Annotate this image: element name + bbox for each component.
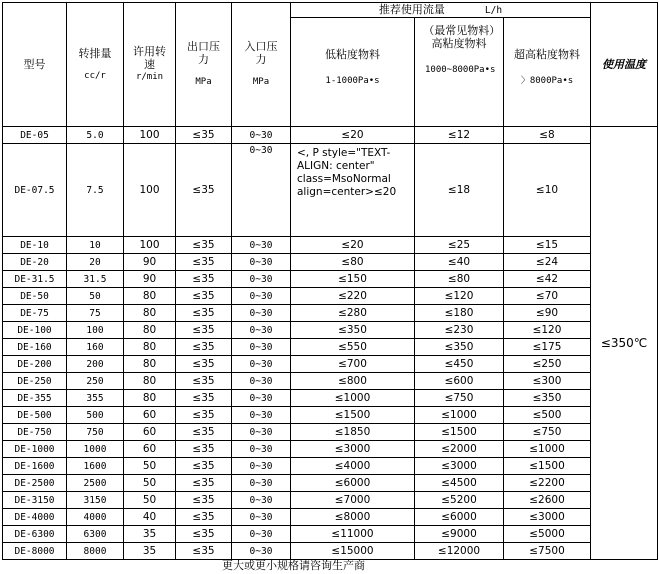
cell-mid-visc: ≤12000 <box>415 543 504 560</box>
cell-high-visc: ≤120 <box>504 322 591 339</box>
cell-high-visc: ≤24 <box>504 254 591 271</box>
cell-displacement: 750 <box>67 424 124 441</box>
table-row <box>3 127 658 144</box>
table-row <box>3 254 658 271</box>
cell-inlet: 0~30 <box>232 144 291 237</box>
header-inlet <box>232 3 291 127</box>
header-flow-unit: L/h <box>484 5 503 16</box>
cell-outlet: ≤35 <box>176 509 232 526</box>
cell-inlet: 0~30 <box>232 492 291 509</box>
cell-inlet: 0~30 <box>232 407 291 424</box>
cell-high-visc: ≤90 <box>504 305 591 322</box>
cell-high-visc: ≤300 <box>504 373 591 390</box>
cell-inlet: 0~30 <box>232 254 291 271</box>
cell-inlet: 0~30 <box>232 271 291 288</box>
cell-low-visc: ≤220 <box>291 288 415 305</box>
cell-low-visc: ≤8000 <box>291 509 415 526</box>
cell-outlet: ≤35 <box>176 543 232 560</box>
cell-speed: 80 <box>124 339 176 356</box>
cell-mid-visc: ≤18 <box>415 144 504 237</box>
header-low-visc-range: 1-1000Pa•s <box>325 76 380 86</box>
cell-inlet: 0~30 <box>232 237 291 254</box>
cell-mid-visc: ≤12 <box>415 127 504 144</box>
cell-model: DE-50 <box>3 288 67 305</box>
spec-table-wrapper <box>2 2 657 572</box>
cell-inlet: 0~30 <box>232 390 291 407</box>
cell-mid-visc: ≤80 <box>415 271 504 288</box>
header-speed <box>124 3 176 127</box>
header-temperature-label: 使用温度 <box>602 58 646 71</box>
cell-speed: 80 <box>124 322 176 339</box>
cell-high-visc: ≤70 <box>504 288 591 305</box>
header-displacement-label: 转排量 <box>78 46 112 60</box>
cell-high-visc: ≤250 <box>504 356 591 373</box>
cell-low-visc: ≤1500 <box>291 407 415 424</box>
cell-high-visc: ≤2600 <box>504 492 591 509</box>
cell-low-visc: ≤280 <box>291 305 415 322</box>
cell-inlet: 0~30 <box>232 373 291 390</box>
cell-inlet: 0~30 <box>232 288 291 305</box>
cell-displacement: 10 <box>67 237 124 254</box>
cell-outlet: ≤35 <box>176 526 232 543</box>
table-row <box>3 373 658 390</box>
cell-mid-visc: ≤1000 <box>415 407 504 424</box>
header-mid-visc <box>415 18 504 127</box>
cell-displacement: 2500 <box>67 475 124 492</box>
cell-outlet: ≤35 <box>176 322 232 339</box>
cell-displacement: 31.5 <box>67 271 124 288</box>
cell-mid-visc: ≤25 <box>415 237 504 254</box>
table-row <box>3 424 658 441</box>
header-temperature <box>591 3 658 127</box>
cell-mid-visc: ≤5200 <box>415 492 504 509</box>
cell-high-visc: ≤15 <box>504 237 591 254</box>
cell-speed: 80 <box>124 288 176 305</box>
footer-note: 更大或更小规格请咨询生产商 <box>222 559 365 572</box>
table-row <box>3 509 658 526</box>
header-outlet-label: 出口压力 <box>187 40 220 66</box>
cell-outlet: ≤35 <box>176 424 232 441</box>
cell-model: DE-250 <box>3 373 67 390</box>
cell-mid-visc: ≤120 <box>415 288 504 305</box>
cell-model: DE-75 <box>3 305 67 322</box>
cell-model: DE-05 <box>3 127 67 144</box>
header-high-visc-range: 〉8000Pa•s <box>520 76 574 86</box>
cell-model: DE-6300 <box>3 526 67 543</box>
cell-outlet: ≤35 <box>176 288 232 305</box>
cell-model: DE-200 <box>3 356 67 373</box>
header-displacement <box>67 3 124 127</box>
table-row <box>3 441 658 458</box>
header-outlet-unit: MPa <box>195 77 212 87</box>
table-row <box>3 237 658 254</box>
cell-low-visc: ≤6000 <box>291 475 415 492</box>
cell-mid-visc: ≤600 <box>415 373 504 390</box>
cell-mid-visc: ≤1500 <box>415 424 504 441</box>
cell-low-visc: ≤80 <box>291 254 415 271</box>
cell-displacement: 3150 <box>67 492 124 509</box>
table-row <box>3 144 658 237</box>
cell-speed: 60 <box>124 407 176 424</box>
cell-speed: 35 <box>124 543 176 560</box>
cell-mid-visc: ≤450 <box>415 356 504 373</box>
cell-model: DE-1600 <box>3 458 67 475</box>
cell-outlet: ≤35 <box>176 458 232 475</box>
table-row <box>3 356 658 373</box>
cell-displacement: 200 <box>67 356 124 373</box>
cell-speed: 60 <box>124 424 176 441</box>
cell-high-visc: ≤7500 <box>504 543 591 560</box>
table-row <box>3 526 658 543</box>
cell-inlet: 0~30 <box>232 356 291 373</box>
cell-outlet: ≤35 <box>176 407 232 424</box>
cell-outlet: ≤35 <box>176 373 232 390</box>
cell-speed: 100 <box>124 144 176 237</box>
cell-inlet: 0~30 <box>232 339 291 356</box>
header-displacement-unit: cc/r <box>84 70 106 81</box>
table-row <box>3 407 658 424</box>
cell-high-visc: ≤10 <box>504 144 591 237</box>
cell-displacement: 20 <box>67 254 124 271</box>
cell-model: DE-07.5 <box>3 144 67 237</box>
table-row <box>3 475 658 492</box>
table-row <box>3 322 658 339</box>
cell-low-visc: ≤3000 <box>291 441 415 458</box>
table-row <box>3 271 658 288</box>
table-row <box>3 543 658 560</box>
cell-displacement: 160 <box>67 339 124 356</box>
cell-mid-visc: ≤40 <box>415 254 504 271</box>
cell-low-visc: ≤7000 <box>291 492 415 509</box>
header-flow-label: 推荐使用流量 <box>378 3 445 16</box>
cell-mid-visc: ≤3000 <box>415 458 504 475</box>
cell-high-visc: ≤500 <box>504 407 591 424</box>
cell-low-visc: <, P style="TEXT-ALIGN: center" class=MsoNormal align=center>≤20 <box>291 144 415 237</box>
cell-high-visc: ≤1500 <box>504 458 591 475</box>
cell-low-visc: ≤11000 <box>291 526 415 543</box>
cell-displacement: 1000 <box>67 441 124 458</box>
cell-high-visc: ≤3000 <box>504 509 591 526</box>
cell-inlet: 0~30 <box>232 424 291 441</box>
cell-displacement: 100 <box>67 322 124 339</box>
cell-inlet: 0~30 <box>232 526 291 543</box>
cell-low-visc: ≤700 <box>291 356 415 373</box>
cell-low-visc: ≤350 <box>291 322 415 339</box>
cell-model: DE-2500 <box>3 475 67 492</box>
cell-inlet: 0~30 <box>232 475 291 492</box>
cell-mid-visc: ≤4500 <box>415 475 504 492</box>
cell-inlet: 0~30 <box>232 127 291 144</box>
cell-displacement: 4000 <box>67 509 124 526</box>
cell-speed: 90 <box>124 271 176 288</box>
cell-speed: 80 <box>124 356 176 373</box>
table-row <box>3 492 658 509</box>
cell-high-visc: ≤42 <box>504 271 591 288</box>
cell-low-visc: ≤1850 <box>291 424 415 441</box>
cell-displacement: 1600 <box>67 458 124 475</box>
header-model-label: 型号 <box>23 58 46 71</box>
cell-high-visc: ≤8 <box>504 127 591 144</box>
table-row <box>3 390 658 407</box>
cell-model: DE-4000 <box>3 509 67 526</box>
header-speed-label: 许用转速 <box>133 45 166 71</box>
header-mid-visc-range: 1000~8000Pa•s <box>425 65 496 75</box>
cell-high-visc: ≤175 <box>504 339 591 356</box>
cell-model: DE-1000 <box>3 441 67 458</box>
cell-low-visc: ≤15000 <box>291 543 415 560</box>
cell-displacement: 8000 <box>67 543 124 560</box>
cell-speed: 80 <box>124 390 176 407</box>
cell-mid-visc: ≤350 <box>415 339 504 356</box>
cell-inlet: 0~30 <box>232 305 291 322</box>
cell-inlet: 0~30 <box>232 441 291 458</box>
header-inlet-unit: MPa <box>252 77 270 87</box>
table-row <box>3 339 658 356</box>
header-outlet <box>176 3 232 127</box>
cell-speed: 100 <box>124 237 176 254</box>
cell-outlet: ≤35 <box>176 390 232 407</box>
cell-model: DE-20 <box>3 254 67 271</box>
cell-displacement: 6300 <box>67 526 124 543</box>
cell-displacement: 500 <box>67 407 124 424</box>
table-row <box>3 288 658 305</box>
table-body <box>3 127 658 560</box>
cell-displacement: 50 <box>67 288 124 305</box>
cell-outlet: ≤35 <box>176 356 232 373</box>
cell-speed: 100 <box>124 127 176 144</box>
cell-inlet: 0~30 <box>232 543 291 560</box>
table-row <box>3 305 658 322</box>
cell-low-visc: ≤800 <box>291 373 415 390</box>
cell-low-visc: ≤550 <box>291 339 415 356</box>
header-flow <box>291 3 591 18</box>
header-inlet-label: 入口压力 <box>244 40 278 66</box>
cell-outlet: ≤35 <box>176 254 232 271</box>
header-model <box>3 3 67 127</box>
table-row <box>3 458 658 475</box>
cell-displacement: 355 <box>67 390 124 407</box>
cell-model: DE-100 <box>3 322 67 339</box>
cell-displacement: 75 <box>67 305 124 322</box>
cell-mid-visc: ≤180 <box>415 305 504 322</box>
cell-temperature: ≤350℃ <box>591 127 658 560</box>
cell-low-visc: ≤1000 <box>291 390 415 407</box>
cell-model: DE-500 <box>3 407 67 424</box>
cell-high-visc: ≤1000 <box>504 441 591 458</box>
cell-displacement: 250 <box>67 373 124 390</box>
cell-low-visc: ≤20 <box>291 237 415 254</box>
header-low-visc <box>291 18 415 127</box>
cell-mid-visc: ≤230 <box>415 322 504 339</box>
cell-speed: 50 <box>124 492 176 509</box>
header-speed-unit: r/min <box>135 72 164 82</box>
cell-inlet: 0~30 <box>232 322 291 339</box>
cell-speed: 35 <box>124 526 176 543</box>
cell-model: DE-160 <box>3 339 67 356</box>
cell-high-visc: ≤750 <box>504 424 591 441</box>
cell-high-visc: ≤350 <box>504 390 591 407</box>
pump-spec-table <box>2 2 658 560</box>
cell-low-visc: ≤20 <box>291 127 415 144</box>
cell-inlet: 0~30 <box>232 458 291 475</box>
cell-outlet: ≤35 <box>176 237 232 254</box>
cell-model: DE-3150 <box>3 492 67 509</box>
cell-outlet: ≤35 <box>176 305 232 322</box>
cell-speed: 50 <box>124 475 176 492</box>
cell-outlet: ≤35 <box>176 127 232 144</box>
cell-speed: 60 <box>124 441 176 458</box>
header-high-visc-label: 超高粘度物料 <box>514 48 580 61</box>
cell-high-visc: ≤5000 <box>504 526 591 543</box>
cell-mid-visc: ≤6000 <box>415 509 504 526</box>
cell-displacement: 7.5 <box>67 144 124 237</box>
cell-high-visc: ≤2200 <box>504 475 591 492</box>
cell-outlet: ≤35 <box>176 271 232 288</box>
cell-inlet: 0~30 <box>232 509 291 526</box>
cell-outlet: ≤35 <box>176 144 232 237</box>
cell-mid-visc: ≤750 <box>415 390 504 407</box>
header-low-visc-label: 低粘度物料 <box>325 48 380 61</box>
cell-mid-visc: ≤2000 <box>415 441 504 458</box>
cell-mid-visc: ≤9000 <box>415 526 504 543</box>
cell-outlet: ≤35 <box>176 475 232 492</box>
cell-speed: 90 <box>124 254 176 271</box>
cell-speed: 80 <box>124 305 176 322</box>
cell-model: DE-8000 <box>3 543 67 560</box>
cell-outlet: ≤35 <box>176 441 232 458</box>
cell-displacement: 5.0 <box>67 127 124 144</box>
cell-model: DE-355 <box>3 390 67 407</box>
cell-low-visc: ≤150 <box>291 271 415 288</box>
cell-model: DE-750 <box>3 424 67 441</box>
cell-model: DE-31.5 <box>3 271 67 288</box>
header-mid-visc-label: （最常见物料）高粘度物料 <box>423 24 495 50</box>
cell-low-visc: ≤4000 <box>291 458 415 475</box>
cell-model: DE-10 <box>3 237 67 254</box>
cell-speed: 50 <box>124 458 176 475</box>
cell-speed: 40 <box>124 509 176 526</box>
cell-outlet: ≤35 <box>176 492 232 509</box>
cell-outlet: ≤35 <box>176 339 232 356</box>
cell-speed: 80 <box>124 373 176 390</box>
header-high-visc <box>504 18 591 127</box>
